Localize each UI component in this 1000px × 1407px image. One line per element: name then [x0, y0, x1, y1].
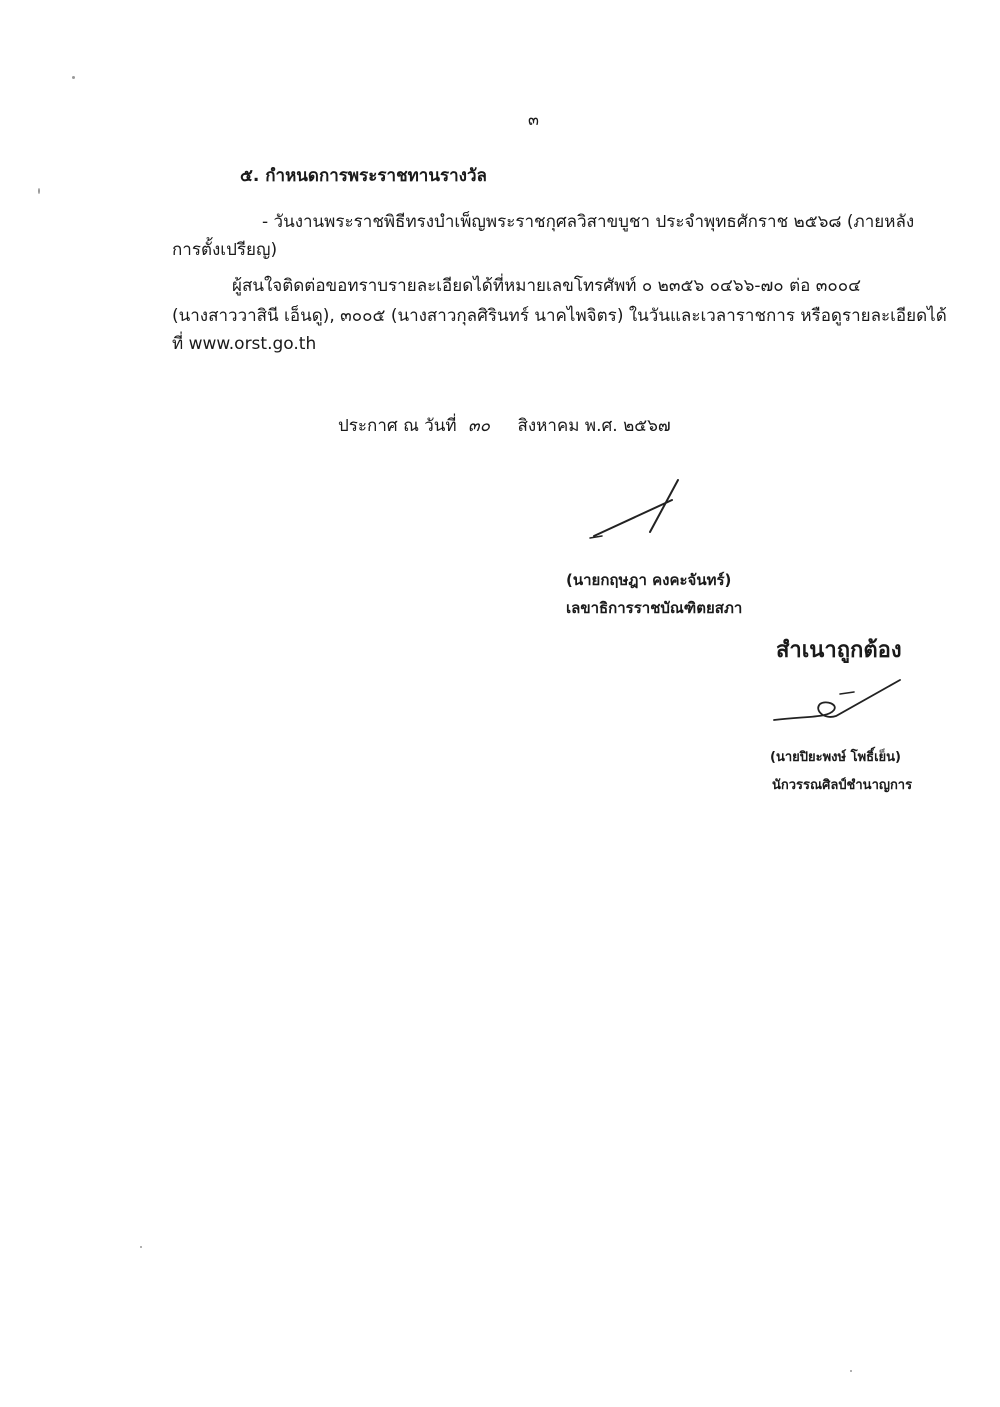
announcement-month-year: สิงหาคม พ.ศ. ๒๕๖๗ — [517, 416, 671, 436]
scan-speck — [140, 1246, 142, 1248]
paragraph1-line2: การตั้งเปรียญ) — [172, 240, 278, 260]
certified-copy-stamp: สำเนาถูกต้อง — [776, 638, 902, 663]
paragraph2-line1: ผู้สนใจติดต่อขอทราบรายละเอียดได้ที่หมายเลขโทรศัพท์ ๐ ๒๓๕๖ ๐๔๖๖-๗๐ ต่อ ๓๐๐๔ — [232, 276, 861, 296]
paragraph1-line1: - วันงานพระราชพิธีทรงบำเพ็ญพระราชกุศลวิสาขบูชา ประจำพุทธศักราช ๒๕๖๘ (ภายหลัง — [262, 212, 915, 232]
scan-speck — [38, 188, 40, 194]
section-heading: ๕. กำหนดการพระราชทานรางวัล — [240, 166, 487, 186]
announcement-line — [338, 412, 671, 439]
page-number: ๓ — [528, 110, 539, 129]
signatory-name: (นายกฤษฎา คงคะจันทร์) — [566, 571, 732, 589]
certifier-name: (นายปิยะพงษ์ โพธิ์เย็น) — [770, 750, 901, 765]
scan-speck — [850, 1370, 852, 1372]
certifier-signature-image — [768, 676, 908, 732]
paragraph2-line3: ที่ www.orst.go.th — [172, 334, 317, 354]
signature-image — [580, 474, 690, 544]
scan-speck — [72, 76, 75, 79]
announcement-day: ๓๐ — [468, 416, 491, 436]
certifier-position: นักวรรณศิลป์ชำนาญการ — [772, 778, 913, 793]
paragraph2-line2: (นางสาววาสินี เอ็นดู), ๓๐๐๕ (นางสาวกุลศิรินทร์ นาคไพจิตร) ในวันและเวลาราชการ หรือดูรายละเอียดได้ — [172, 306, 947, 326]
signatory-position: เลขาธิการราชบัณฑิตยสภา — [566, 599, 743, 617]
announcement-prefix: ประกาศ ณ วันที่ — [338, 416, 457, 436]
